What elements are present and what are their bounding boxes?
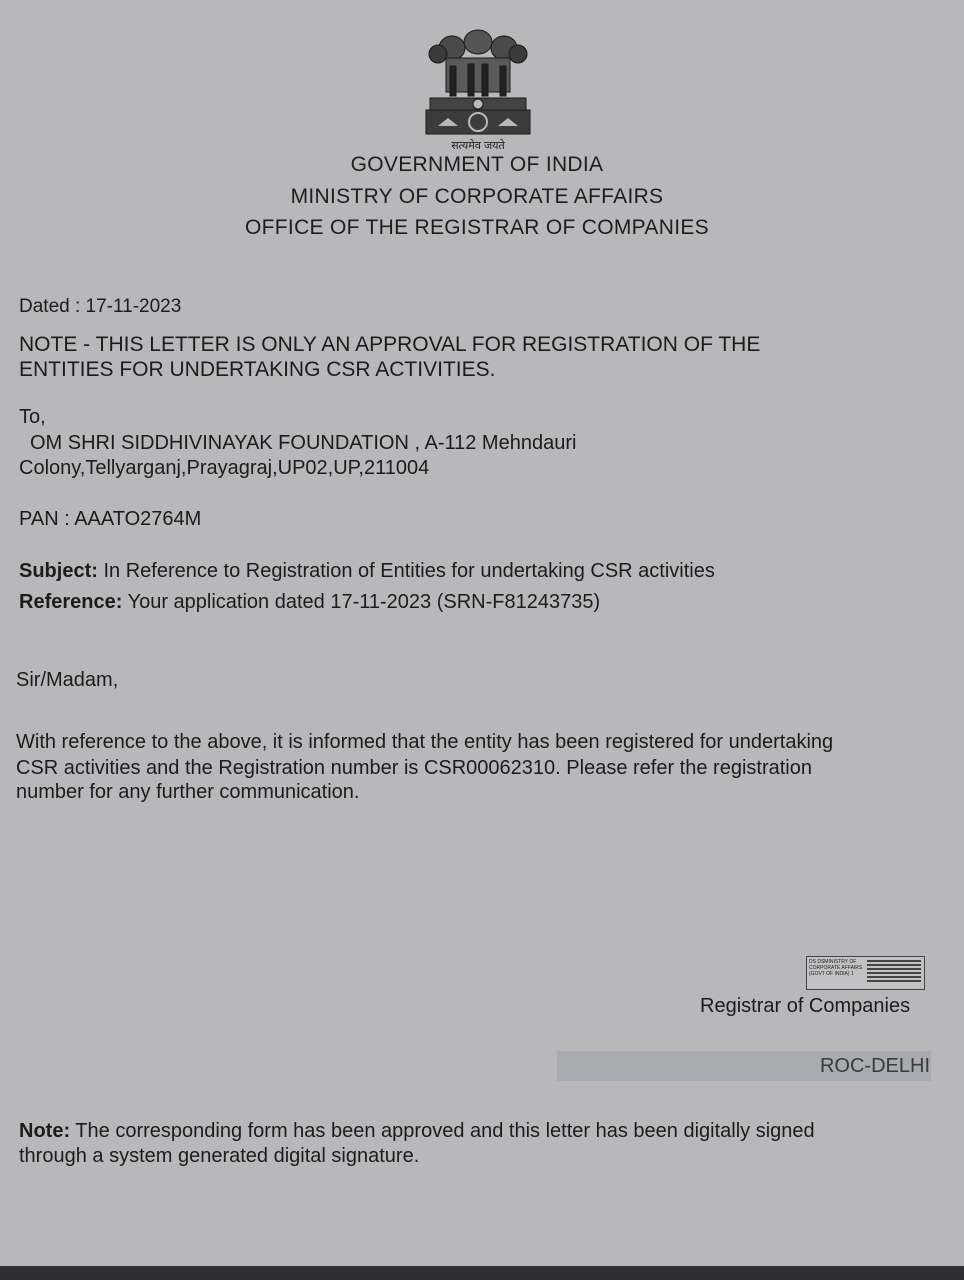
body-line3: number for any further communication. <box>16 781 360 803</box>
recipient-address-line2: Colony,Tellyarganj,Prayagraj,UP02,UP,211004 <box>19 457 430 479</box>
header-government: GOVERNMENT OF INDIA <box>350 153 604 176</box>
subject-text: In Reference to Registration of Entities for undertaking CSR activities <box>97 560 715 582</box>
header-office: OFFICE OF THE REGISTRAR OF COMPANIES <box>245 216 709 239</box>
digital-signature-stamp <box>806 956 925 990</box>
bottom-bar <box>0 1266 964 1280</box>
footer-note-label: Note: <box>19 1120 71 1142</box>
footer-note-line1 <box>19 1119 815 1144</box>
recipient-to: To, <box>19 406 46 428</box>
recipient-address-line1: OM SHRI SIDDHIVINAYAK FOUNDATION , A-112 Mehndauri <box>30 432 577 454</box>
approval-note-line2: ENTITIES FOR UNDERTAKING CSR ACTIVITIES. <box>19 358 496 381</box>
emblem-motto: सत्यमेव जयते <box>451 140 505 152</box>
reference-line <box>19 590 600 615</box>
roc-office: ROC-DELHI <box>819 1055 930 1077</box>
body-line1: With reference to the above, it is informed that the entity has been registered for undertaking <box>16 731 834 753</box>
signature-stamp-text: DS DSMINISTRY OF CORPORATE AFFAIRS (GOVT OF INDIA) 1 <box>809 959 863 977</box>
national-emblem-icon <box>416 22 540 152</box>
reference-label: Reference: <box>19 591 123 613</box>
salutation: Sir/Madam, <box>16 669 119 691</box>
footer-note-line2: through a system generated digital signature. <box>19 1145 420 1167</box>
reference-text: Your application dated 17-11-2023 (SRN-F81243735) <box>122 591 601 613</box>
footer-note-text: The corresponding form has been approved and this letter has been digitally signed <box>70 1120 815 1142</box>
pan-number: PAN : AAATO2764M <box>19 508 202 530</box>
subject-label: Subject: <box>19 560 98 582</box>
signature-detail-lines <box>867 960 921 986</box>
header-ministry: MINISTRY OF CORPORATE AFFAIRS <box>290 185 664 208</box>
letter-date: Dated : 17-11-2023 <box>19 296 182 317</box>
body-line2: CSR activities and the Registration number is CSR00062310. Please refer the registration <box>16 757 812 779</box>
subject-line <box>19 559 715 584</box>
registrar-title: Registrar of Companies <box>700 995 911 1017</box>
approval-note-line1: NOTE - THIS LETTER IS ONLY AN APPROVAL FOR REGISTRATION OF THE <box>19 333 761 356</box>
